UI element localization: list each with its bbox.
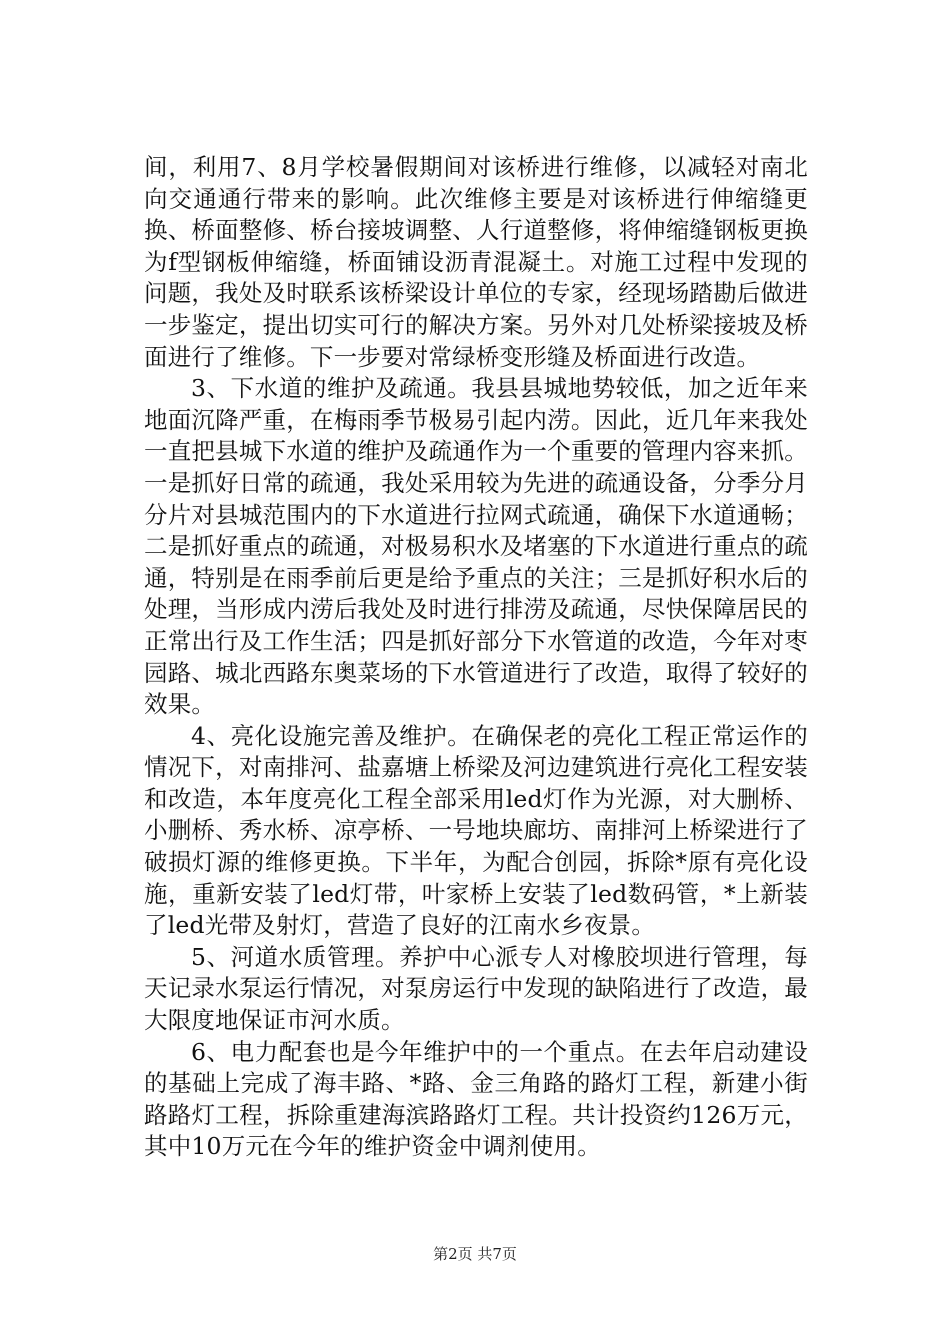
paragraph-river-water-quality: 5、河道水质管理。养护中心派专人对橡胶坝进行管理，每天记录水泵运行情况，对泵房运行中发现的缺陷进行了改造，最大限度地保证市河水质。 [144,942,808,1035]
paragraph-power-supporting: 6、电力配套也是今年维护中的一个重点。在去年启动建设的基础上完成了海丰路、*路、金三角路的路灯工程，新建小街路路灯工程，拆除重建海滨路路灯工程。共计投资约126万元，其中10万元在今年的维护资金中调剂使用。 [144,1037,808,1161]
paragraph-continuation: 间，利用7、8月学校暑假期间对该桥进行维修，以减轻对南北向交通通行带来的影响。此次维修主要是对该桥进行伸缩缝更换、桥面整修、桥台接坡调整、人行道整修，将伸缩缝钢板更换为f型钢板伸缩缝，桥面铺设沥青混凝土。对施工过程中发现的问题，我处及时联系该桥梁设计单位的专家，经现场踏勘后做进一步鉴定，提出切实可行的解决方案。另外对几处桥梁接坡及桥面进行了维修。下一步要对常绿桥变形缝及桥面进行改造。 [144,153,808,371]
paragraph-lighting-facilities: 4、亮化设施完善及维护。在确保老的亮化工程正常运作的情况下，对南排河、盐嘉塘上桥梁及河边建筑进行亮化工程安装和改造，本年度亮化工程全部采用led灯作为光源，对大删桥、小删桥、秀水桥、凉亭桥、一号地块廊坊、南排河上桥梁进行了破损灯源的维修更换。下半年，为配合创园，拆除*原有亮化设施，重新安装了led灯带，叶家桥上安装了led数码管，*上新装了led光带及射灯，营造了良好的江南水乡夜景。 [144,721,808,940]
paragraph-sewer-maintenance: 3、下水道的维护及疏通。我县县城地势较低，加之近年来地面沉降严重，在梅雨季节极易引起内涝。因此，近几年来我处一直把县城下水道的维护及疏通作为一个重要的管理内容来抓。一是抓好日常的疏通，我处采用较为先进的疏通设备，分季分月分片对县城范围内的下水道进行拉网式疏通，确保下水道通畅；二是抓好重点的疏通，对极易积水及堵塞的下水道进行重点的疏通，特别是在雨季前后更是给予重点的关注；三是抓好积水后的处理，当形成内涝后我处及时进行排涝及疏通，尽快保障居民的正常出行及工作生活；四是抓好部分下水管道的改造，今年对枣园路、城北西路东奥菜场的下水管道进行了改造，取得了较好的效果。 [144,374,808,719]
document-body [144,152,808,1163]
page-number-footer: 第2页 共7页 [433,1245,517,1263]
